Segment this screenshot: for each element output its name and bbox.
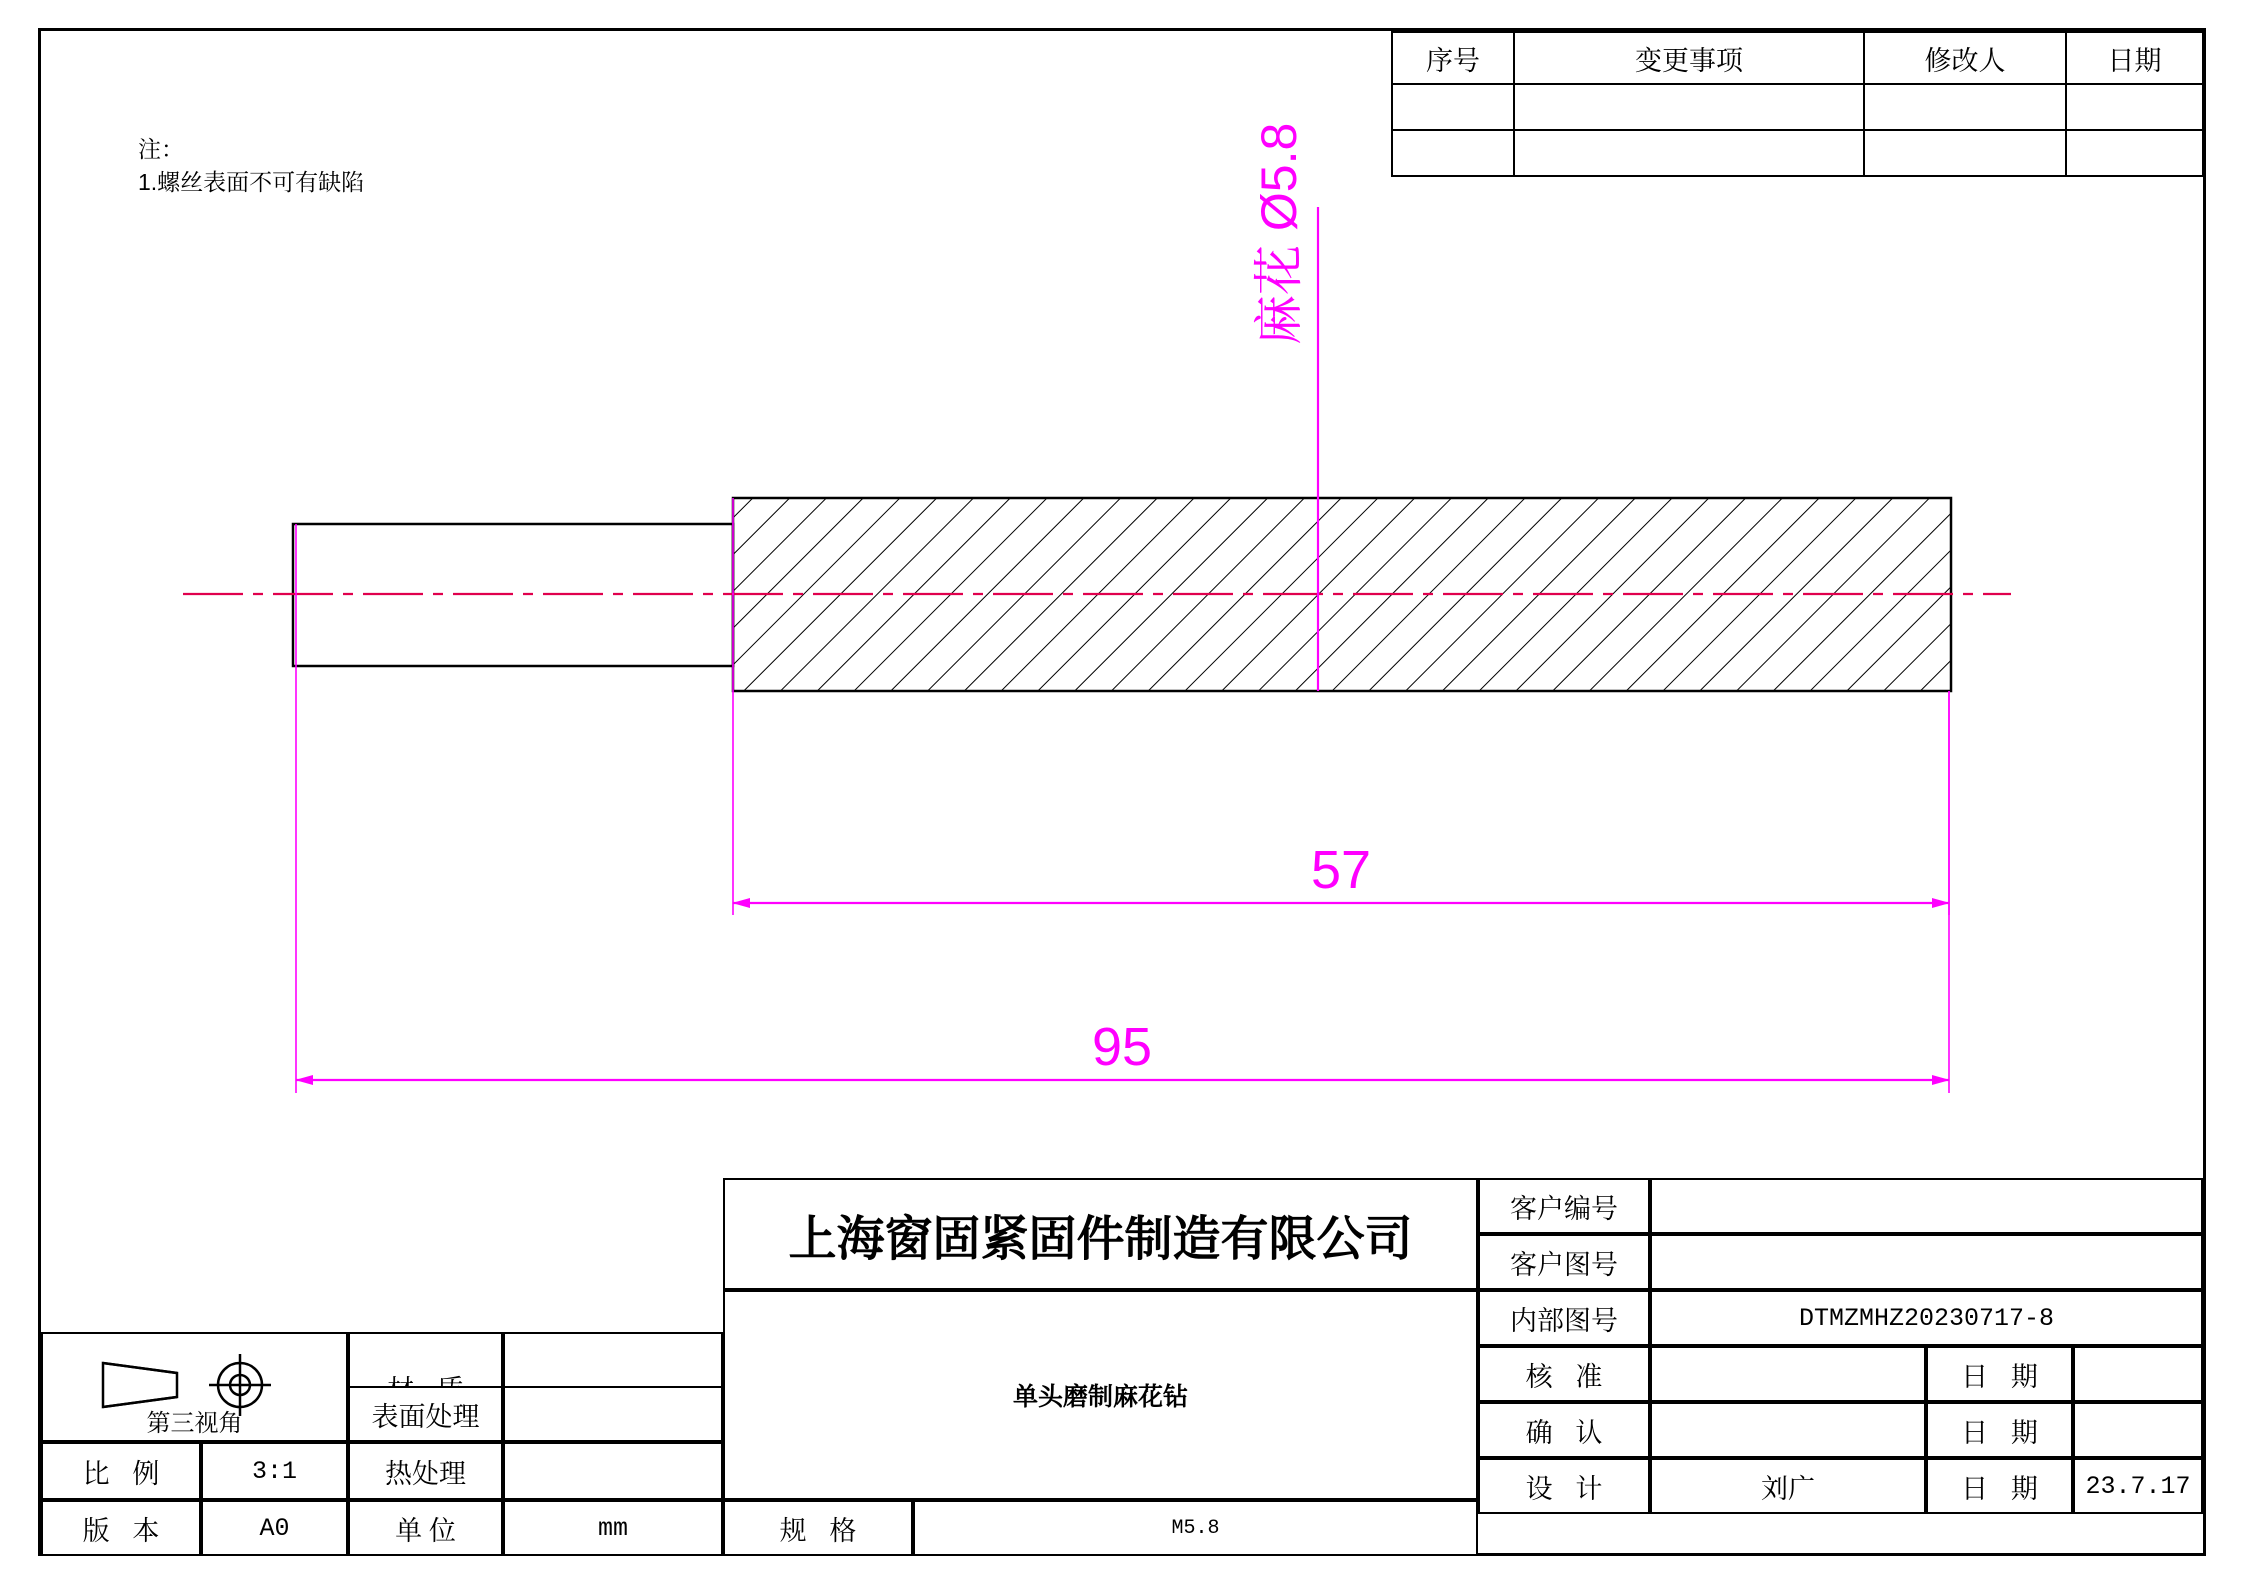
dimension-95-text: 95 <box>1091 1017 1153 1077</box>
part-name: 单头磨制麻花钻 <box>723 1290 1478 1500</box>
notes-title: 注： <box>138 136 184 162</box>
revision-row <box>1392 130 2203 176</box>
revision-cell-editor <box>1864 130 2066 176</box>
scale-label: 比 例 <box>41 1442 201 1500</box>
company-name: 上海窗固紧固件制造有限公司 <box>723 1178 1478 1290</box>
revision-header-row <box>1392 32 2203 84</box>
design-date-label: 日 期 <box>1926 1458 2073 1514</box>
revision-table <box>1391 31 2204 177</box>
revision-row <box>1392 84 2203 130</box>
heat-treatment-label: 热处理 <box>348 1442 503 1500</box>
version-value: A0 <box>201 1500 348 1556</box>
design-date-value: 23.7.17 <box>2073 1458 2203 1514</box>
approve-date-label: 日 期 <box>1926 1346 2073 1402</box>
revision-header-no: 序号 <box>1392 32 1514 84</box>
customer-number-label: 客户编号 <box>1478 1178 1650 1234</box>
revision-cell-editor <box>1864 84 2066 130</box>
internal-drawing-label: 内部图号 <box>1478 1290 1650 1346</box>
third-angle-caption: 第三视角 <box>146 1411 243 1437</box>
third-angle-symbol-cell <box>41 1332 348 1442</box>
customer-number-value <box>1650 1178 2203 1234</box>
revision-header-change: 变更事项 <box>1514 32 1864 84</box>
revision-header-editor: 修改人 <box>1864 32 2066 84</box>
revision-cell-change <box>1514 84 1864 130</box>
revision-cell-no <box>1392 84 1514 130</box>
notes-block <box>138 133 364 200</box>
revision-cell-change <box>1514 130 1864 176</box>
design-label: 设 计 <box>1478 1458 1650 1514</box>
revision-cell-no <box>1392 130 1514 176</box>
dimension-57-text: 57 <box>1310 840 1372 900</box>
confirm-label: 确 认 <box>1478 1402 1650 1458</box>
revision-header-date: 日期 <box>2066 32 2203 84</box>
approve-date-value <box>2073 1346 2203 1402</box>
unit-value: mm <box>503 1500 723 1556</box>
scale-value: 3:1 <box>201 1442 348 1500</box>
customer-drawing-label: 客户图号 <box>1478 1234 1650 1290</box>
customer-drawing-value <box>1650 1234 2203 1290</box>
confirm-date-value <box>2073 1402 2203 1458</box>
revision-cell-date <box>2066 130 2203 176</box>
diameter-dimension-text: 麻花 Ø5.8 <box>1251 122 1307 345</box>
internal-drawing-value: DTMZMHZ20230717-8 <box>1650 1290 2203 1346</box>
design-value: 刘广 <box>1650 1458 1926 1514</box>
notes-line-1: 1.螺丝表面不可有缺陷 <box>138 169 365 196</box>
version-label: 版 本 <box>41 1500 201 1556</box>
unit-label: 单 位 <box>348 1500 503 1556</box>
confirm-date-label: 日 期 <box>1926 1402 2073 1458</box>
heat-treatment-value <box>503 1442 723 1500</box>
revision-cell-date <box>2066 84 2203 130</box>
surface-treatment-label-row: 表面处理 <box>348 1386 503 1442</box>
spec-value: M5.8 <box>913 1500 1478 1556</box>
spec-label: 规 格 <box>723 1500 913 1556</box>
surface-treatment-value <box>503 1386 723 1442</box>
confirm-value <box>1650 1402 1926 1458</box>
approve-label: 核 准 <box>1478 1346 1650 1402</box>
approve-value <box>1650 1346 1926 1402</box>
